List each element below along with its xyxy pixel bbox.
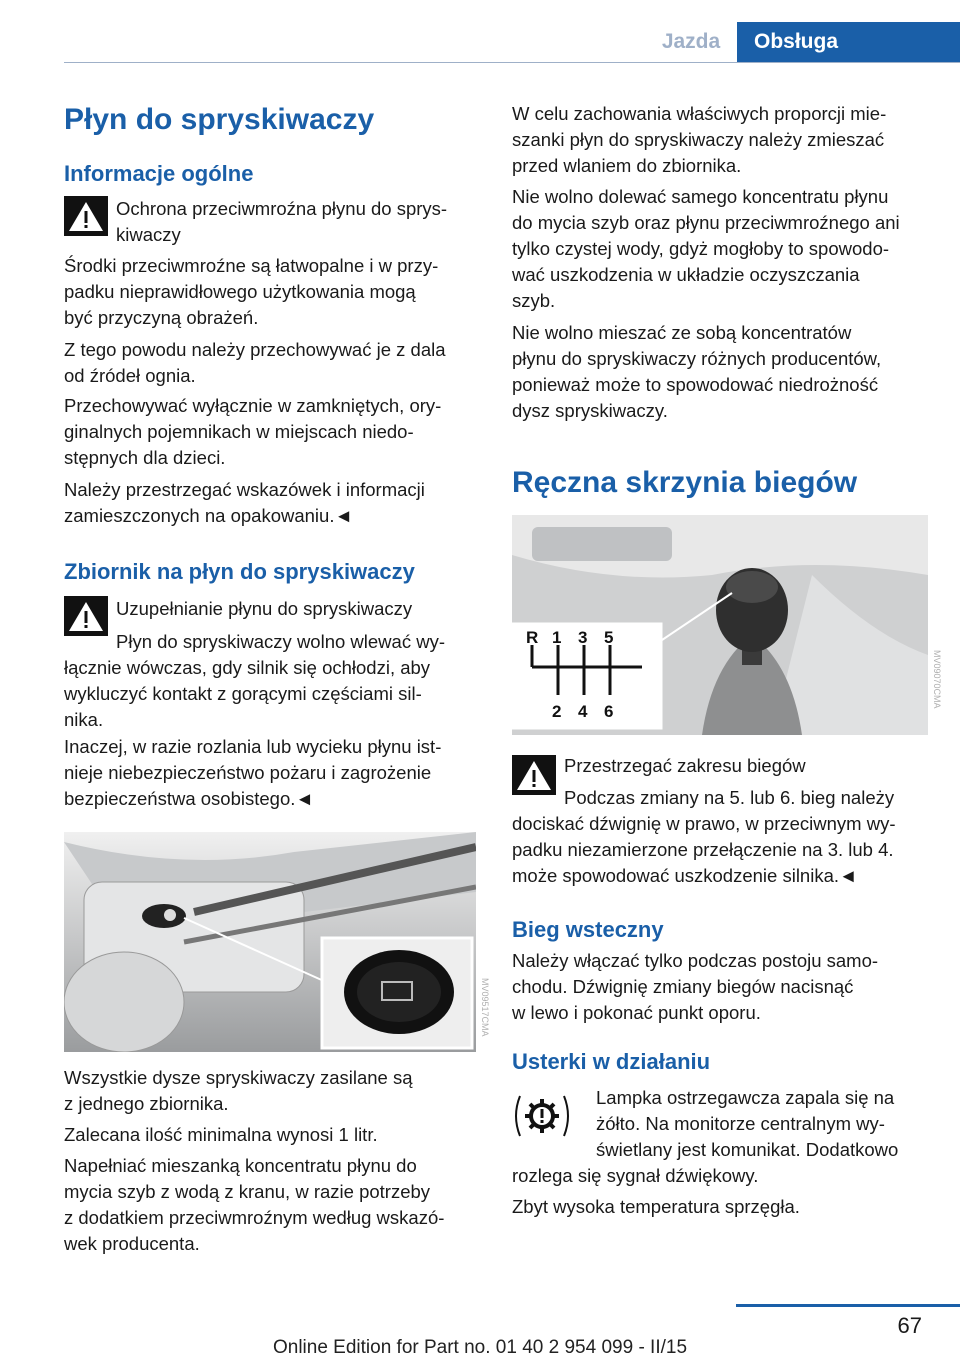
subheading-reservoir: Zbiornik na płyn do spryskiwaczy [64, 559, 415, 584]
gear-label-1: 1 [552, 628, 562, 647]
image-code: MV09517CMA [480, 978, 490, 1037]
image-code: MV09070CMA [932, 650, 942, 709]
gearbox-warning-icon [512, 1092, 572, 1140]
paragraph: Środki przeciwmroźne są łatwopalne i w przy- padku nieprawidłowego użytkowania mogą być przyczyną obrażeń. [64, 255, 439, 328]
subheading-malfunctions: Usterki w działaniu [512, 1049, 711, 1074]
gear-label-r: R [526, 628, 539, 647]
paragraph: W celu zachowania właściwych proporcji mie- szanki płyn do spryskiwaczy należy zmieszać przed wlaniem do zbiornika. [512, 103, 887, 176]
edition-footer: Online Edition for Part no. 01 40 2 954 099 - II/15 [272, 1337, 688, 1358]
paragraph: Przechowywać wyłącznie w zamkniętych, ory- ginalnych pojemnikach w miejscach niedo- stępnych dla dzieci. [64, 395, 442, 468]
header-divider [64, 62, 960, 63]
paragraph: Zbyt wysoka temperatura sprzęgła. [512, 1196, 800, 1217]
page-number: 67 [897, 1313, 922, 1338]
warning-title-refill: Uzupełnianie płynu do spryskiwaczy [116, 598, 413, 619]
warning-triangle-icon [512, 755, 556, 795]
tab-jazda[interactable]: Jazda [661, 30, 721, 53]
paragraph: łącznie wówczas, gdy silnik się ochłodzi, aby wykluczyć kontakt z gorącymi częściami sil- nika. [64, 657, 431, 730]
warning-triangle-icon [64, 196, 108, 236]
paragraph: rozlega się sygnał dźwiękowy. [512, 1165, 759, 1186]
paragraph: Nie wolno dolewać samego koncentratu płynu do mycia szyb oraz płynu przeciwmroźnego ani tylko czystej wody, gdyż mogłoby to spowodo- wać uszkodzenia w układzie oczyszczania szyb. [512, 186, 900, 311]
paragraph: Inaczej, w razie rozlania lub wycieku płynu ist- nieje niebezpieczeństwo pożaru i zagrożenie bezpieczeństwa osobistego.◄ [64, 736, 442, 809]
paragraph: Wszystkie dysze spryskiwaczy zasilane są z jednego zbiornika. [64, 1067, 413, 1114]
gear-label-6: 6 [604, 702, 614, 721]
warning-title-gear-range: Przestrzegać zakresu biegów [564, 755, 806, 776]
washer-reservoir-image [64, 832, 476, 1052]
section-title-manual-gearbox: Ręczna skrzynia biegów [512, 466, 858, 499]
paragraph: Z tego powodu należy przechowywać je z dala od źródeł ognia. [64, 339, 446, 386]
warning-title-antifreeze: Ochrona przeciwmroźna płynu do sprys- kiwaczy [116, 198, 448, 245]
warning-lamp-text: Lampka ostrzegawcza zapala się na żółto. Na monitorze centralnym wy- świetlany jest komunikat. Dodatkowo [596, 1087, 899, 1160]
gear-label-5: 5 [604, 628, 614, 647]
footer-divider [736, 1304, 960, 1307]
gear-label-3: 3 [578, 628, 588, 647]
paragraph: Zalecana ilość minimalna wynosi 1 litr. [64, 1124, 378, 1145]
gear-label-4: 4 [578, 702, 588, 721]
paragraph: Napełniać mieszanką koncentratu płynu do mycia szyb z wodą z kranu, w razie potrzeby z dodatkiem przeciwmroźnym według wskazó- wek producenta. [64, 1155, 445, 1254]
gear-label-2: 2 [552, 702, 562, 721]
paragraph: Nie wolno mieszać ze sobą koncentratów płynu do spryskiwaczy różnych producentów, ponieważ może to spowodować niedrożność dysz spryskiwaczy. [512, 322, 882, 421]
subheading-general-info: Informacje ogólne [64, 161, 254, 186]
warning-triangle-icon [64, 596, 108, 636]
paragraph: dociskać dźwignię w prawo, w przeciwnym wy- padku niezamierzone przełączenie na 3. lub 4. może spowodować uszkodzenie silnika.◄ [512, 813, 896, 886]
warning-text: Płyn do spryskiwaczy wolno wlewać wy- [116, 631, 445, 652]
gear-shifter-image [512, 515, 928, 735]
warning-text: Podczas zmiany na 5. lub 6. bieg należy [564, 787, 895, 808]
paragraph: Należy przestrzegać wskazówek i informacji zamieszczonych na opakowaniu.◄ [64, 479, 425, 526]
subheading-reverse-gear: Bieg wsteczny [512, 917, 664, 942]
tab-obsluga[interactable]: Obsługa [737, 22, 960, 62]
paragraph: Należy włączać tylko podczas postoju samo- chodu. Dźwignię zmiany biegów nacisnąć w lewo i pokonać punkt oporu. [512, 950, 879, 1023]
section-title-washer-fluid: Płyn do spryskiwaczy [64, 103, 375, 136]
